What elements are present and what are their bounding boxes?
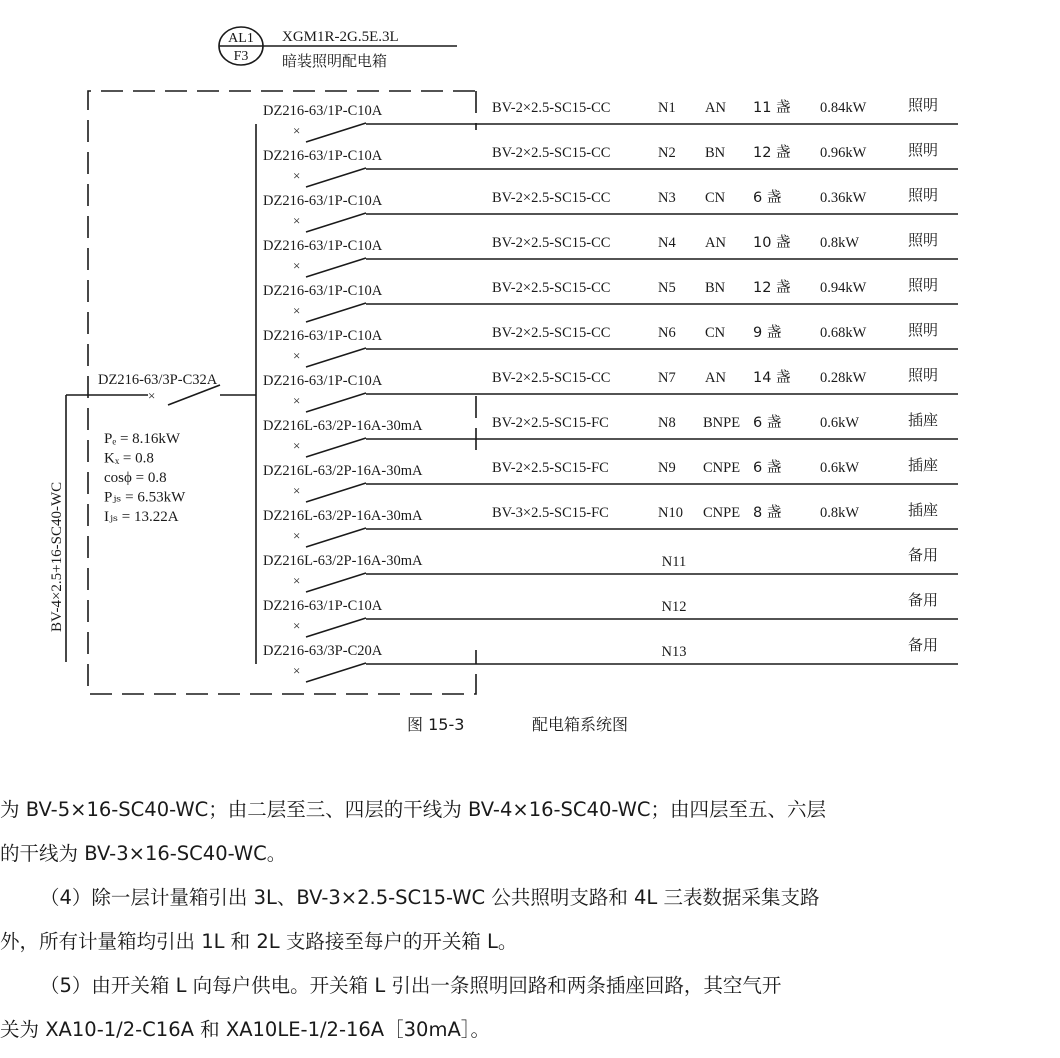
branch-phase: CNPE [703, 460, 741, 476]
branch-cable: BV-2×2.5-SC15-CC [492, 100, 611, 116]
branch-breaker-label: DZ216-63/1P-C10A [263, 103, 383, 119]
branch-id: N12 [661, 599, 687, 615]
branch-use: 照明 [908, 276, 939, 294]
branch-use: 照明 [908, 141, 939, 159]
branch-breaker-contact [306, 528, 366, 547]
branch-lamps: 10 盏 [753, 235, 791, 251]
box-code-top: AL1 [228, 31, 254, 46]
branch-id: N10 [658, 505, 683, 521]
branch-breaker-cross-icon: × [293, 618, 301, 633]
branch-id: N2 [658, 145, 676, 161]
branch-use: 照明 [908, 96, 939, 114]
circuit-N9 [263, 456, 958, 502]
branch-lamps: 12 盏 [753, 145, 791, 161]
branch-power: 0.68kW [820, 325, 867, 341]
incoming-feeder [49, 372, 256, 662]
box-description: 暗装照明配电箱 [282, 52, 388, 70]
branch-cable: BV-3×2.5-SC15-FC [492, 505, 609, 521]
branch-breaker-label: DZ216-63/1P-C10A [263, 373, 383, 389]
circuit-N6 [263, 321, 958, 367]
branch-power: 0.8kW [820, 505, 860, 521]
main-breaker-contact [168, 385, 220, 405]
branch-breaker-cross-icon: × [293, 258, 301, 273]
branch-lamps: 6 盏 [753, 460, 782, 476]
box-model: XGM1R-2G.5E.3L [282, 29, 399, 45]
branch-breaker-label: DZ216-63/1P-C10A [263, 598, 383, 614]
branch-lamps: 14 盏 [753, 370, 791, 386]
branch-lamps: 11 盏 [753, 100, 791, 116]
branch-phase: BN [705, 145, 726, 161]
body-line-5: （5）由开关箱 L 向每户供电。开关箱 L 引出一条照明回路和两条插座回路，其空气开 [40, 974, 782, 997]
branch-breaker-contact [306, 303, 366, 322]
branch-breaker-cross-icon: × [293, 168, 301, 183]
branch-use: 插座 [908, 456, 939, 474]
load-param: Pⱼₛ = 6.53kW [104, 489, 186, 506]
branch-id: N8 [658, 415, 676, 431]
circuit-N10 [263, 501, 958, 547]
circuit-N3 [263, 186, 958, 232]
branch-use: 照明 [908, 231, 939, 249]
body-line-2: 的干线为 BV-3×16-SC40-WC。 [0, 842, 287, 865]
branch-breaker-cross-icon: × [293, 573, 301, 588]
branch-id: N11 [661, 554, 687, 570]
load-parameters [104, 431, 186, 525]
branch-breaker-contact [306, 393, 366, 412]
branch-id: N1 [658, 100, 676, 116]
branch-breaker-cross-icon: × [293, 663, 301, 678]
branch-cable: BV-2×2.5-SC15-CC [492, 280, 611, 296]
branch-phase: CN [705, 325, 726, 341]
branch-breaker-contact [306, 573, 366, 592]
branch-breaker-cross-icon: × [293, 123, 301, 138]
branch-use: 插座 [908, 501, 939, 519]
load-param: Pₑ = 8.16kW [104, 431, 181, 447]
branch-id: N9 [658, 460, 676, 476]
main-breaker-cross-icon: × [148, 388, 156, 403]
branch-breaker-cross-icon: × [293, 348, 301, 363]
branch-breaker-cross-icon: × [293, 438, 301, 453]
branch-use: 备用 [908, 636, 939, 654]
branch-breaker-label: DZ216L-63/2P-16A-30mA [263, 418, 423, 434]
branch-breaker-cross-icon: × [293, 213, 301, 228]
branch-power: 0.28kW [820, 370, 867, 386]
branch-cable: BV-2×2.5-SC15-FC [492, 460, 609, 476]
branch-use: 备用 [908, 591, 939, 609]
body-line-1: 为 BV-5×16-SC40-WC；由二层至三、四层的干线为 BV-4×16-SC40-WC；由四层至五、六层 [0, 798, 827, 821]
branch-phase: BNPE [703, 415, 741, 431]
branch-breaker-label: DZ216L-63/2P-16A-30mA [263, 553, 423, 569]
branch-power: 0.36kW [820, 190, 867, 206]
branch-lamps: 6 盏 [753, 190, 782, 206]
circuit-N8 [263, 411, 958, 457]
branch-circuits [263, 96, 958, 682]
branch-breaker-contact [306, 483, 366, 502]
branch-id: N13 [661, 644, 687, 660]
branch-id: N6 [658, 325, 676, 341]
circuit-N1 [263, 96, 958, 142]
body-text [0, 788, 1060, 1052]
branch-cable: BV-2×2.5-SC15-CC [492, 190, 611, 206]
branch-id: N3 [658, 190, 676, 206]
branch-id: N4 [658, 235, 676, 251]
body-line-6: 关为 XA10-1/2-C16A 和 XA10LE-1/2-16A［30mA］。 [0, 1018, 491, 1041]
branch-breaker-label: DZ216-63/1P-C10A [263, 238, 383, 254]
circuit-N12 [263, 591, 958, 637]
branch-use: 照明 [908, 366, 939, 384]
circuit-N7 [263, 366, 958, 412]
branch-use: 照明 [908, 321, 939, 339]
circuit-N11 [263, 546, 958, 592]
body-line-4: 外，所有计量箱均引出 1L 和 2L 支路接至每户的开关箱 L。 [0, 930, 518, 953]
branch-use: 备用 [908, 546, 939, 564]
branch-power: 0.8kW [820, 235, 860, 251]
branch-power: 0.6kW [820, 460, 860, 476]
branch-id: N7 [658, 370, 676, 386]
branch-phase: AN [705, 370, 726, 386]
branch-phase: AN [705, 100, 726, 116]
branch-breaker-label: DZ216L-63/2P-16A-30mA [263, 463, 423, 479]
branch-breaker-label: DZ216-63/1P-C10A [263, 193, 383, 209]
branch-breaker-contact [306, 348, 366, 367]
branch-breaker-label: DZ216-63/3P-C20A [263, 643, 383, 659]
body-line-3: （4）除一层计量箱引出 3L、BV-3×2.5-SC15-WC 公共照明支路和 4L 三表数据采集支路 [40, 886, 820, 909]
branch-breaker-contact [306, 258, 366, 277]
load-param: Kₓ = 0.8 [104, 450, 154, 467]
branch-cable: BV-2×2.5-SC15-CC [492, 370, 611, 386]
branch-breaker-cross-icon: × [293, 483, 301, 498]
branch-power: 0.6kW [820, 415, 860, 431]
branch-breaker-cross-icon: × [293, 393, 301, 408]
circuit-N5 [263, 276, 958, 322]
circuit-N4 [263, 231, 958, 277]
branch-breaker-contact [306, 663, 366, 682]
main-breaker-label: DZ216-63/3P-C32A [98, 372, 218, 388]
branch-breaker-contact [306, 438, 366, 457]
branch-breaker-contact [306, 213, 366, 232]
load-param: Iⱼₛ = 13.22A [104, 509, 179, 525]
branch-lamps: 9 盏 [753, 325, 782, 341]
branch-breaker-label: DZ216-63/1P-C10A [263, 328, 383, 344]
branch-phase: CN [705, 190, 726, 206]
branch-power: 0.94kW [820, 280, 867, 296]
branch-power: 0.96kW [820, 145, 867, 161]
branch-breaker-cross-icon: × [293, 528, 301, 543]
figure-title: 配电箱系统图 [532, 715, 629, 734]
branch-breaker-contact [306, 168, 366, 187]
branch-power: 0.84kW [820, 100, 867, 116]
branch-breaker-contact [306, 618, 366, 637]
branch-cable: BV-2×2.5-SC15-CC [492, 235, 611, 251]
branch-lamps: 12 盏 [753, 280, 791, 296]
branch-phase: CNPE [703, 505, 741, 521]
branch-breaker-contact [306, 123, 366, 142]
branch-use: 插座 [908, 411, 939, 429]
branch-cable: BV-2×2.5-SC15-FC [492, 415, 609, 431]
branch-cable: BV-2×2.5-SC15-CC [492, 145, 611, 161]
incoming-cable: BV-4×2.5+16-SC40-WC [49, 481, 65, 632]
circuit-N13 [263, 636, 958, 682]
box-code-bottom: F3 [233, 49, 249, 64]
branch-cable: BV-2×2.5-SC15-CC [492, 325, 611, 341]
branch-breaker-label: DZ216L-63/2P-16A-30mA [263, 508, 423, 524]
branch-breaker-cross-icon: × [293, 303, 301, 318]
branch-lamps: 6 盏 [753, 415, 782, 431]
branch-breaker-label: DZ216-63/1P-C10A [263, 283, 383, 299]
branch-breaker-label: DZ216-63/1P-C10A [263, 148, 383, 164]
branch-use: 照明 [908, 186, 939, 204]
box-header [219, 27, 457, 70]
circuit-N2 [263, 141, 958, 187]
branch-phase: BN [705, 280, 726, 296]
branch-lamps: 8 盏 [753, 505, 782, 521]
load-param: cosϕ = 0.8 [104, 470, 167, 486]
branch-phase: AN [705, 235, 726, 251]
branch-id: N5 [658, 280, 676, 296]
figure-number: 图 15-3 [407, 715, 465, 734]
